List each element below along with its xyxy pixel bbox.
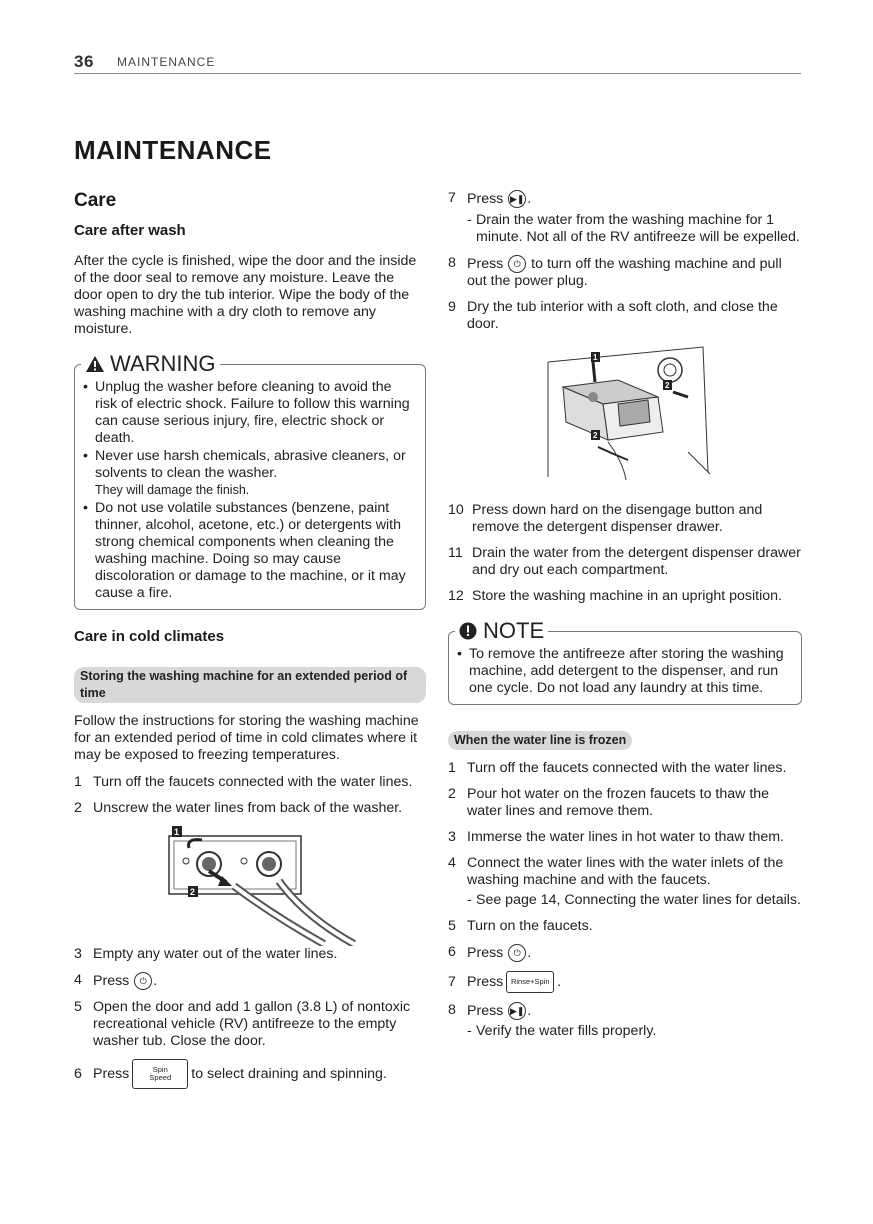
step-item: 2 Unscrew the water lines from back of the washer.	[74, 800, 403, 816]
care-after-wash-text: After the cycle is finished, wipe the door and the inside of the door seal to remove any moisture. Leave the door open to dry the tub interior. Wipe the body of the washing machine with a dry cloth to remove any moisture.	[74, 253, 417, 337]
care-heading: Care	[74, 190, 117, 211]
warning-title	[81, 352, 220, 376]
warning-box	[74, 351, 426, 610]
right-column	[448, 190, 802, 1040]
page-title: MAINTENANCE	[74, 135, 272, 165]
step-sub-item: - Drain the water from the washing machine for 1 minute. Not all of the RV antifreeze will be expelled.	[467, 212, 800, 245]
note-title-text: NOTE	[483, 618, 545, 643]
step-item: 12 Store the washing machine in an upright position.	[448, 588, 782, 604]
note-box	[448, 618, 802, 705]
svg-text:2: 2	[190, 887, 196, 897]
note-title	[455, 619, 548, 643]
step-item: 10 Press down hard on the disengage button and remove the detergent dispenser drawer.	[448, 502, 763, 535]
water-lines-illustration	[74, 826, 426, 946]
cold-climates-heading: Care in cold climates	[74, 628, 225, 645]
svg-text:1: 1	[174, 827, 180, 837]
step-item: 6 Press Spin Speed to select draining and spinning.	[74, 1059, 426, 1089]
exclamation-icon	[459, 622, 477, 640]
dispenser-drawer-illustration	[448, 342, 802, 482]
storing-pill: Storing the washing machine for an extended period of time	[74, 667, 426, 703]
step-item: 4 Connect the water lines with the water inlets of the washing machine and with the faucets.	[448, 855, 784, 888]
svg-text:1: 1	[593, 353, 598, 362]
step-item: 3 Immerse the water lines in hot water to thaw them.	[448, 829, 784, 845]
step-item: 11 Drain the water from the detergent dispenser drawer and dry out each compartment.	[448, 545, 801, 578]
warning-item: • Never use harsh chemicals, abrasive cleaners, or solvents to clean the washer. They will damage the finish.	[83, 448, 406, 497]
warning-small-line: They will damage the finish.	[95, 483, 250, 497]
step-item: 3 Empty any water out of the water lines.	[74, 946, 338, 962]
rinse-spin-button[interactable]: Rinse+Spin	[506, 971, 554, 993]
step-item: 5 Open the door and add 1 gallon (3.8 L) of nontoxic recreational vehicle (RV) antifreeze to the empty washer tub. Close the door.	[74, 999, 411, 1049]
spin-speed-button[interactable]: Spin Speed	[132, 1059, 188, 1089]
step-item: 4 Press ⏻ .	[74, 972, 158, 989]
svg-text:2: 2	[665, 381, 670, 390]
warning-item: • Unplug the washer before cleaning to avoid the risk of electric shock. Failure to follow this warning can cause serious injury, fire, electric shock or death.	[83, 379, 410, 446]
step-item: 9 Dry the tub interior with a soft cloth, and close the door.	[448, 299, 778, 332]
warning-icon	[85, 355, 105, 373]
care-after-wash-heading: Care after wash	[74, 222, 186, 239]
start-pause-icon[interactable]: ▶❚	[508, 190, 526, 208]
warning-title-text: WARNING	[110, 351, 216, 376]
start-pause-icon[interactable]: ▶❚	[508, 1002, 526, 1020]
step-item: 7 Press ▶❚ .	[448, 190, 532, 207]
left-column	[74, 192, 426, 1098]
storing-text: Follow the instructions for storing the washing machine for an extended period of time in cold climates where it may be exposed to freezing temperatures.	[74, 713, 419, 763]
svg-text:2: 2	[593, 431, 598, 440]
power-icon[interactable]: ⏻	[134, 972, 152, 990]
step-item: 1 Turn off the faucets connected with the water lines.	[448, 760, 787, 776]
page-number: 36	[74, 52, 94, 71]
section-header: MAINTENANCE	[117, 55, 216, 69]
step-item: 1 Turn off the faucets connected with the water lines.	[74, 774, 413, 790]
warning-item: • Do not use volatile substances (benzene, paint thinner, alcohol, acetone, etc.) or detergents with strong chemical components when cleaning the washing machine. Doing so may cause discoloration or damage to the machine, or it may cause a fire.	[83, 500, 406, 601]
step-sub-item: - See page 14, Connecting the water lines for details.	[467, 892, 801, 908]
header-divider	[74, 73, 801, 74]
step-sub-item: - Verify the water fills properly.	[467, 1023, 657, 1039]
step-item: 7 Press Rinse+Spin .	[448, 971, 802, 993]
step-item: 8 Press ⏻ to turn off the washing machine and pull out the power plug.	[448, 255, 782, 289]
step-item: 2 Pour hot water on the frozen faucets to thaw the water lines and remove them.	[448, 786, 770, 819]
step-item: 8 Press ▶❚ .	[448, 1002, 532, 1019]
step-item: 6 Press ⏻ .	[448, 944, 532, 961]
power-icon[interactable]: ⏻	[508, 255, 526, 273]
note-item: • To remove the antifreeze after storing the washing machine, add detergent to the dispenser, and run one cycle. Do not load any laundry at this time.	[457, 646, 784, 696]
frozen-pill: When the water line is frozen	[448, 731, 632, 750]
power-icon[interactable]: ⏻	[508, 944, 526, 962]
step-item: 5 Turn on the faucets.	[448, 918, 593, 934]
